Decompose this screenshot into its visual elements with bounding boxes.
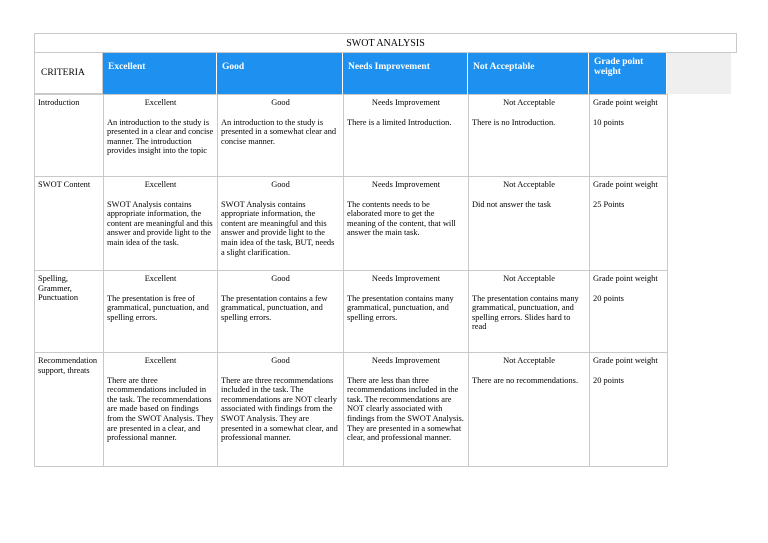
header-criteria: CRITERIA [34, 53, 103, 94]
header-needs-improvement: Needs Improvement [343, 53, 468, 94]
header-row [34, 53, 731, 94]
header-not-acceptable: Not Acceptable [468, 53, 589, 94]
descriptor-text: SWOT Analysis contains appropriate information, the content are meaningful and this answer and provide light to the main idea of the task. [107, 199, 213, 247]
descriptor-text: The presentation contains many grammatical, punctuation, and spelling errors. Slides hard to read [472, 293, 579, 332]
table-title: SWOT ANALYSIS [34, 33, 737, 53]
level-label: Excellent [144, 356, 177, 365]
descriptor-text: An introduction to the study is presented in a somewhat clear and concise manner. [221, 117, 337, 146]
table-row [35, 271, 668, 353]
level-label: Not Acceptable [503, 180, 555, 189]
good-cell [218, 271, 344, 353]
good-cell [218, 95, 344, 177]
grade-cell [590, 353, 668, 467]
needs-improvement-cell [344, 271, 469, 353]
grade-cell [590, 95, 668, 177]
header-blank [667, 53, 731, 94]
level-label: Not Acceptable [503, 356, 555, 365]
grade-label: Grade point weight [593, 180, 658, 189]
header-good: Good [217, 53, 343, 94]
level-label: Good [271, 180, 290, 189]
excellent-cell [104, 353, 218, 467]
level-label: Needs Improvement [371, 98, 441, 107]
level-label: Good [271, 274, 290, 283]
descriptor-text: There are three recommendations included in the task. The recommendations are made based on findings from the SWOT Analysis. They are presented in a clear, and professional manner. [107, 375, 214, 443]
not-acceptable-cell [469, 177, 590, 271]
level-label: Good [271, 98, 290, 107]
needs-improvement-cell [344, 353, 469, 467]
rubric-table [34, 94, 668, 467]
descriptor-text: There are no recommendations. [472, 375, 579, 385]
grade-label: Grade point weight [593, 274, 658, 283]
excellent-cell [104, 177, 218, 271]
needs-improvement-cell [344, 95, 469, 177]
table-row [35, 177, 668, 271]
descriptor-text: There is no Introduction. [472, 117, 556, 127]
table-row [35, 353, 668, 467]
level-label: Needs Improvement [371, 180, 441, 189]
level-label: Needs Improvement [371, 356, 441, 365]
good-cell [218, 353, 344, 467]
descriptor-text: There is a limited Introduction. [347, 117, 452, 127]
grade-cell [590, 177, 668, 271]
grade-label: Grade point weight [593, 98, 658, 107]
points-text: 20 points [593, 375, 624, 385]
points-text: 25 Points [593, 199, 625, 209]
descriptor-text: The presentation contains many grammatical, punctuation, and spelling errors. [347, 293, 454, 322]
descriptor-text: The contents needs to be elaborated more to get the meaning of the content, that will answer the main task. [347, 199, 456, 238]
level-label: Good [271, 356, 290, 365]
level-label: Excellent [144, 98, 177, 107]
grade-label: Grade point weight [593, 356, 658, 365]
criteria-cell: Spelling, Grammer, Punctuation [35, 271, 104, 353]
descriptor-text: The presentation contains a few grammatical, punctuation, and spelling errors. [221, 293, 328, 322]
descriptor-text: There are three recommendations included in the task. The recommendations are NOT clearly associated with findings from the SWOT Analysis. They are presented in a somewhat clear, and professional manner. [221, 375, 338, 443]
excellent-cell [104, 95, 218, 177]
header-grade-point-weight: Grade point weight [589, 53, 667, 94]
descriptor-text: An introduction to the study is presented in a clear and concise manner. The introduction provides insight into the topic [107, 117, 214, 156]
not-acceptable-cell [469, 353, 590, 467]
level-label: Needs Improvement [371, 274, 441, 283]
level-label: Not Acceptable [503, 98, 555, 107]
grade-cell [590, 271, 668, 353]
good-cell [218, 177, 344, 271]
level-label: Excellent [144, 180, 177, 189]
table-row [35, 95, 668, 177]
descriptor-text: SWOT Analysis contains appropriate information, the content are meaningful and this answer and provide light to the main idea of the task, BUT, needs a slight clarification. [221, 199, 335, 257]
level-label: Not Acceptable [503, 274, 555, 283]
excellent-cell [104, 271, 218, 353]
descriptor-text: Did not answer the task [472, 199, 552, 209]
header-excellent: Excellent [103, 53, 217, 94]
criteria-cell: Introduction [35, 95, 104, 177]
points-text: 10 points [593, 117, 624, 127]
needs-improvement-cell [344, 177, 469, 271]
criteria-cell: SWOT Content [35, 177, 104, 271]
criteria-cell: Recommendation support, threats [35, 353, 104, 467]
descriptor-text: The presentation is free of grammatical, punctuation, and spelling errors. [107, 293, 209, 322]
points-text: 20 points [593, 293, 624, 303]
not-acceptable-cell [469, 271, 590, 353]
level-label: Excellent [144, 274, 177, 283]
not-acceptable-cell [469, 95, 590, 177]
descriptor-text: There are less than three recommendations included in the task. The recommendations are NOT clearly associated with findings from the SWOT Analysis. They are presented in a somewhat clear, and professional manner. [347, 375, 464, 443]
